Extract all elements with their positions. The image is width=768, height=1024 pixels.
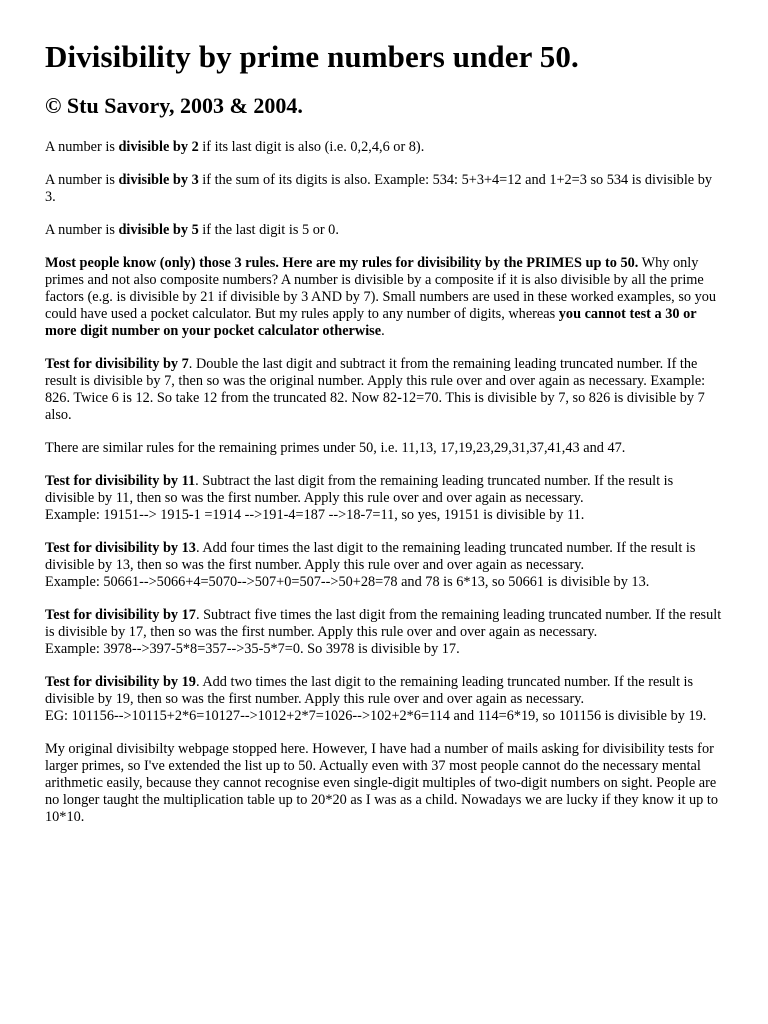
copyright-heading: © Stu Savory, 2003 & 2004. (45, 93, 303, 118)
test-divisibility-19: Test for divisibility by 19. Add two times the last digit to the remaining leading truncated number. If the result is divisible by 19, then so was the first number. Apply this rule over and over again as necessary. EG: 101156-->10115+2*6=10127-->1012+2*7=1026-->102+2*6=114 and 114=6*19, so 101156 is divisible by 19. (45, 674, 725, 725)
intro-paragraph: Most people know (only) those 3 rules. Here are my rules for divisibility by the PRIMES up to 50. Why only primes and not also composite numbers? A number is divisible by a composite if it is also divisible by all the prime factors (e.g. is divisible by 21 if divisible by 3 AND by 7). Small numbers are used in these worked examples, so you could have used a pocket calculator. But my rules apply to any number of digits, whereas you cannot test a 30 or more digit number on your pocket calculator otherwise. (45, 255, 717, 339)
example-19: EG: 101156-->10115+2*6=10127-->1012+2*7=1026-->102+2*6=114 and 114=6*19, so 101156 is divisible by 19. (45, 708, 707, 724)
test-divisibility-17: Test for divisibility by 17. Subtract five times the last digit from the remaining leading truncated number. If the result is divisible by 17, then so was the first number. Apply this rule over and over again as necessary. Example: 3978-->397-5*8=357-->35-5*7=0. So 3978 is divisible by 17. (45, 607, 725, 658)
rule-divisible-by-2: A number is divisible by 2 if its last digit is also (i.e. 0,2,4,6 or 8). (45, 139, 425, 155)
example-11: Example: 19151--> 1915-1 =1914 -->191-4=187 -->18-7=11, so yes, 19151 is divisible by 11. (45, 507, 585, 523)
similar-rules-note: There are similar rules for the remaining primes under 50, i.e. 11,13, 17,19,23,29,31,37,41,43 and 47. (45, 440, 626, 456)
document-page (45, 38, 725, 842)
example-13: Example: 50661-->5066+4=5070-->507+0=507-->50+28=78 and 78 is 6*13, so 50661 is divisible by 13. (45, 574, 650, 590)
page-title: Divisibility by prime numbers under 50. (45, 39, 579, 74)
test-divisibility-11: Test for divisibility by 11. Subtract the last digit from the remaining leading truncated number. If the result is divisible by 11, then so was the first number. Apply this rule over and over again as necessary. Example: 19151--> 1915-1 =1914 -->191-4=187 -->18-7=11, so yes, 19151 is divisible by 11. (45, 473, 725, 524)
rule-divisible-by-3: A number is divisible by 3 if the sum of its digits is also. Example: 534: 5+3+4=12 and 1+2=3 so 534 is divisible by 3. (45, 172, 713, 205)
rule-divisible-by-5: A number is divisible by 5 if the last digit is 5 or 0. (45, 222, 339, 238)
example-17: Example: 3978-->397-5*8=357-->35-5*7=0. So 3978 is divisible by 17. (45, 641, 460, 657)
closing-paragraph: My original divisibilty webpage stopped here. However, I have had a number of mails asking for divisibility tests for larger primes, so I've extended the list up to 50. Actually even with 37 most people cannot do the necessary mental arithmetic easily, because they cannot recognise even single-digit multiples of two-digit numbers on sight. People are no longer taught the multiplication table up to 20*20 as I was as a child. Nowadays we are lucky if they know it up to 10*10. (45, 741, 718, 825)
test-divisibility-13: Test for divisibility by 13. Add four times the last digit to the remaining leading truncated number. If the result is divisible by 13, then so was the first number. Apply this rule over and over again as necessary. Example: 50661-->5066+4=5070-->507+0=507-->50+28=78 and 78 is 6*13, so 50661 is divisible by 13. (45, 540, 725, 591)
test-divisibility-7: Test for divisibility by 7. Double the last digit and subtract it from the remaining leading truncated number. If the result is divisible by 7, then so was the original number. Apply this rule over and over again as necessary. Example: 826. Twice 6 is 12. So take 12 from the truncated 82. Now 82-12=70. This is divisible by 7, so 826 is divisible by 7 also. (45, 356, 706, 423)
